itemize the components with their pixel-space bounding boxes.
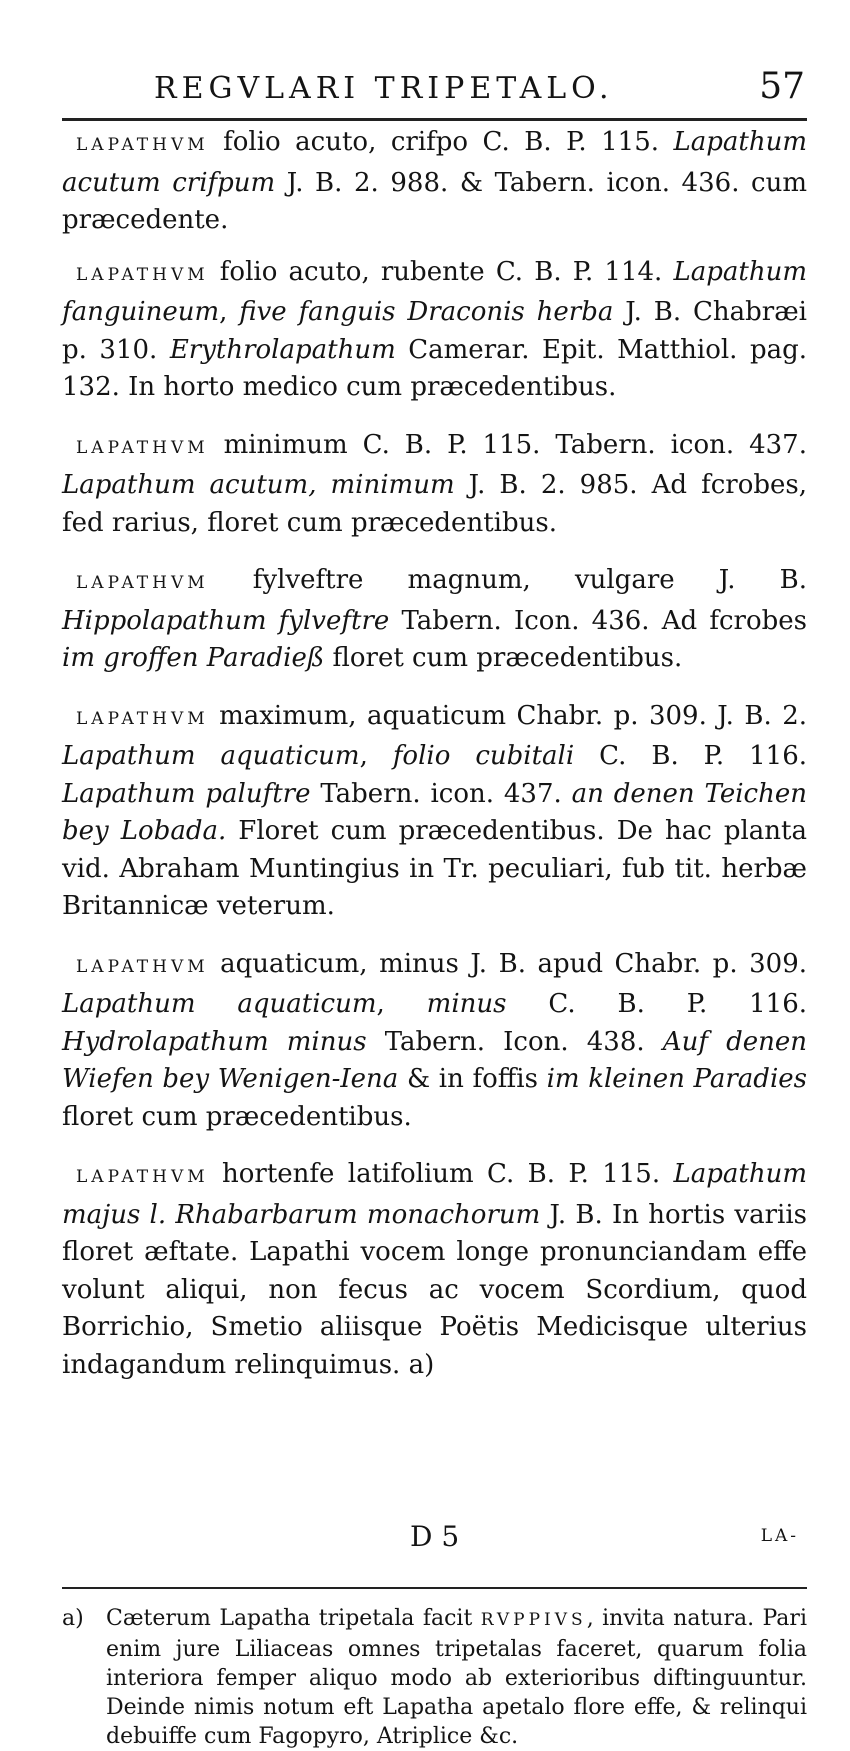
- small-caps-term: LAPATHVM: [76, 708, 209, 729]
- text-run: J. B. 2. 985. Ad fcrobes, fed rarius, floret cum præcedentibus.: [62, 470, 807, 538]
- text-run: J. B. Chabræi p. 310.: [62, 297, 807, 365]
- italic-text: Auf denen Wiefen bey Wenigen-Iena: [62, 1026, 807, 1094]
- italic-text: Lapathum acutum crifpum: [62, 127, 807, 198]
- italic-text: im kleinen Paradies: [546, 1064, 807, 1094]
- text-run: ,: [359, 741, 393, 771]
- text-run: Tabern. Icon. 436. Ad fcrobes: [389, 605, 808, 636]
- text-run: minimum C. B. P. 115. Tabern. icon. 437.: [208, 429, 807, 460]
- text-run: Floret cum præcedentibus. De hac planta vid. Abraham Muntingius in Tr. peculiari, fub tit. herbæ Britannicæ veterum.: [62, 816, 807, 921]
- italic-text: Hydrolapathum minus: [62, 1026, 367, 1057]
- catchword: LA-: [760, 1526, 799, 1546]
- entry: [62, 1156, 807, 1384]
- footnote-rule: [62, 1587, 807, 1589]
- italic-text: minus: [426, 989, 507, 1019]
- text-run: folio acuto, crifpo C. B. P. 115.: [208, 127, 674, 157]
- entry: [62, 946, 807, 1137]
- running-header: [62, 66, 807, 116]
- text-run: floret cum præcedentibus.: [62, 1101, 412, 1132]
- text-run: & in foffis: [398, 1064, 547, 1094]
- italic-text: an denen Teichen bey Lobada.: [62, 778, 807, 846]
- italic-text: Lapathum acutum, minimum: [62, 470, 455, 500]
- text-run: hortenfe latifolium C. B. P. 115.: [208, 1159, 674, 1189]
- italic-text: five fanguis Draconis herba: [239, 297, 614, 327]
- footnote-marker: a): [62, 1606, 84, 1631]
- text-run: maximum, aquaticum Chabr. p. 309. J. B. 2.: [208, 700, 807, 731]
- small-caps-term: RVPPIVS: [480, 1610, 587, 1630]
- italic-text: Hippolapathum fylveftre: [62, 605, 390, 636]
- italic-text: Lapathum majus l. Rhabarbarum monachorum: [62, 1159, 807, 1230]
- text-run: fylveftre magnum, vulgare J. B.: [208, 565, 807, 595]
- text-run: aquaticum, minus J. B. apud Chabr. p. 309.: [208, 948, 807, 979]
- small-caps-term: LAPATHVM: [76, 1167, 209, 1187]
- small-caps-term: LAPATHVM: [76, 437, 209, 458]
- text-run: Tabern. icon. 437.: [310, 778, 572, 809]
- entry: [62, 254, 807, 407]
- italic-text: im groffen Paradieß: [62, 643, 325, 673]
- running-title: REGVLARI TRIPETALO.: [154, 71, 614, 106]
- text-run: , invita natura. Pari enim jure Liliaceas omnes tripetalas faceret, quarum folia interiora femper aliquo modo ab exterioribus diftinguuntur. Deinde nimis notum eft Lapatha apetalo flore effe, & relinqui debuiffe cum Fagopyro, Atriplice &c.: [106, 1606, 807, 1749]
- entry: [62, 698, 807, 926]
- italic-text: Lapathum aquaticum: [62, 989, 377, 1019]
- signature-mark: D 5: [410, 1520, 460, 1553]
- small-caps-term: LAPATHVM: [76, 264, 209, 285]
- small-caps-term: LAPATHVM: [76, 135, 209, 155]
- header-rule: [62, 118, 807, 121]
- footnote: [62, 1604, 807, 1751]
- italic-text: folio cubitali: [392, 741, 575, 771]
- text-run: Cæterum Lapatha tripetala facit: [106, 1606, 481, 1631]
- italic-text: Lapathum fanguineum: [62, 256, 807, 327]
- text-run: C. B. P. 116.: [574, 741, 808, 771]
- text-run: folio acuto, rubente C. B. P. 114.: [208, 256, 674, 287]
- text-run: J. B. In hortis variis floret æftate. Lapathi vocem longe pronunciandam effe volunt aliqui, non fecus ac vocem Scordium, quod Borrichio, Smetio aliisque Poëtis Medicisque ulterius indagandum relinquimus. a): [62, 1199, 807, 1380]
- entry: [62, 427, 807, 543]
- italic-text: Lapathum paluftre: [62, 778, 311, 809]
- page-number: 57: [759, 66, 805, 107]
- text-run: C. B. P. 116.: [506, 989, 808, 1019]
- text-run: Camerar. Epit. Matthiol. pag. 132. In horto medico cum præcedentibus.: [62, 334, 807, 402]
- small-caps-term: LAPATHVM: [76, 956, 209, 977]
- footnote-text: [106, 1604, 807, 1751]
- text-run: J. B. 2. 988. & Tabern. icon. 436. cum præcedente.: [62, 167, 807, 235]
- entry: [62, 562, 807, 678]
- page-body: [62, 124, 807, 1404]
- italic-text: Lapathum aquaticum: [62, 741, 360, 771]
- text-run: ,: [219, 297, 240, 327]
- italic-text: Erythrolapathum: [169, 334, 396, 365]
- signature-line: [62, 1520, 807, 1564]
- entry: [62, 124, 807, 240]
- text-run: floret cum præcedentibus.: [324, 643, 683, 673]
- small-caps-term: LAPATHVM: [76, 573, 209, 593]
- text-run: ,: [376, 989, 427, 1019]
- text-run: Tabern. Icon. 438.: [366, 1026, 663, 1057]
